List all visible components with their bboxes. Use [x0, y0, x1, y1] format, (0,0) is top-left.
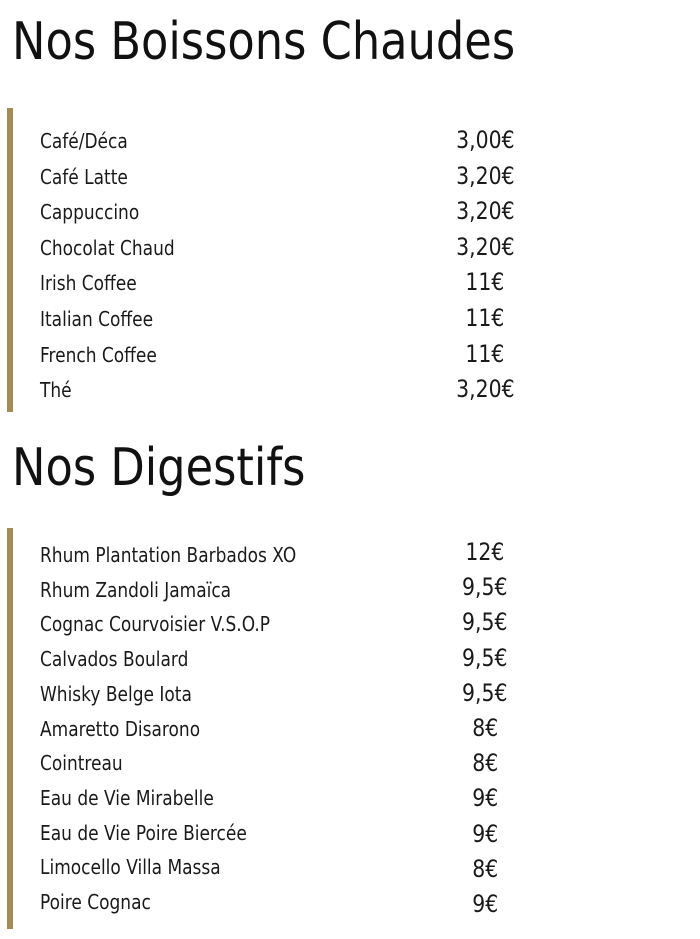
menu-item-price-text: 3,20€: [455, 232, 515, 261]
menu-item-price-text: 8€: [472, 854, 498, 883]
menu-item-price: [425, 573, 545, 601]
menu-item-price-text: 3,20€: [455, 375, 515, 404]
menu-item-name: Eau de Vie Poire Biercée: [40, 820, 247, 845]
menu-item-name: Calvados Boulard: [40, 647, 189, 672]
menu-item-price-text: 8€: [472, 749, 498, 778]
menu-item-name: Limocello Villa Massa: [40, 855, 221, 880]
menu-item-name: Cointreau: [40, 751, 123, 776]
menu-item-price-text: 12€: [465, 538, 505, 566]
menu-item-price: [425, 340, 545, 368]
menu-item-name: Eau de Vie Mirabelle: [40, 785, 214, 810]
menu-item-price-text: 3,00€: [455, 126, 515, 154]
menu-item-price: [425, 784, 545, 812]
menu-item-name: Poire Cognac: [40, 890, 151, 914]
menu-item-price-text: 9,5€: [462, 678, 508, 707]
menu-item-price: [425, 890, 545, 918]
menu-section-digestifs: [7, 528, 573, 929]
menu-item-name: Whisky Belge Iota: [40, 681, 192, 706]
menu-item-price-text: 9€: [472, 784, 498, 813]
menu-item-price: [425, 679, 545, 707]
menu-item-name: Chocolat Chaud: [40, 235, 175, 260]
menu-item-name: Thé: [40, 378, 72, 403]
menu-item-name: Cappuccino: [40, 200, 140, 225]
menu-item-price: [425, 268, 545, 296]
menu-item-price: [425, 820, 545, 848]
menu-item-price: [425, 644, 545, 672]
menu-item-price: [425, 233, 545, 261]
menu-item-name: Amaretto Disarono: [40, 716, 201, 741]
menu-item-price: [425, 162, 545, 190]
menu-item-price-text: 9€: [472, 819, 498, 848]
menu-item-price: [425, 538, 545, 566]
menu-item-price: [425, 304, 545, 332]
menu-section-hot-drinks: [7, 108, 573, 412]
menu-item-name: Italian Coffee: [40, 307, 154, 331]
menu-item-name: Rhum Zandoli Jamaïca: [40, 577, 232, 602]
section-title-hot-drinks: Nos Boissons Chaudes: [12, 12, 516, 72]
menu-item-price: [425, 749, 545, 777]
menu-item-price-text: 9,5€: [462, 573, 508, 602]
menu-item-price: [425, 126, 545, 154]
menu-item-price-text: 8€: [472, 714, 498, 742]
menu-item-name: Cognac Courvoisier V.S.O.P: [40, 612, 271, 637]
menu-item-price-text: 11€: [465, 339, 505, 368]
menu-item-name: Irish Coffee: [40, 271, 137, 296]
menu-item-price: [425, 855, 545, 883]
menu-item-name: Rhum Plantation Barbados XO: [40, 543, 297, 567]
menu-item-price-text: 11€: [465, 268, 505, 297]
menu-item-name: Café/Déca: [40, 129, 128, 153]
menu-item-price-text: 9€: [472, 890, 498, 918]
menu-item-name: French Coffee: [40, 342, 157, 367]
menu-item-price-text: 11€: [465, 304, 505, 332]
menu-item-price: [425, 375, 545, 403]
menu-item-price-text: 9,5€: [462, 608, 508, 637]
section-title-digestifs: Nos Digestifs: [12, 438, 306, 498]
menu-item-price: [425, 197, 545, 225]
menu-item-price-text: 9,5€: [462, 643, 508, 672]
menu-item-price: [425, 608, 545, 636]
menu-item-price-text: 3,20€: [455, 197, 515, 226]
menu-item-name: Café Latte: [40, 164, 128, 189]
menu-item-price: [425, 714, 545, 742]
menu-item-price-text: 3,20€: [455, 161, 515, 190]
